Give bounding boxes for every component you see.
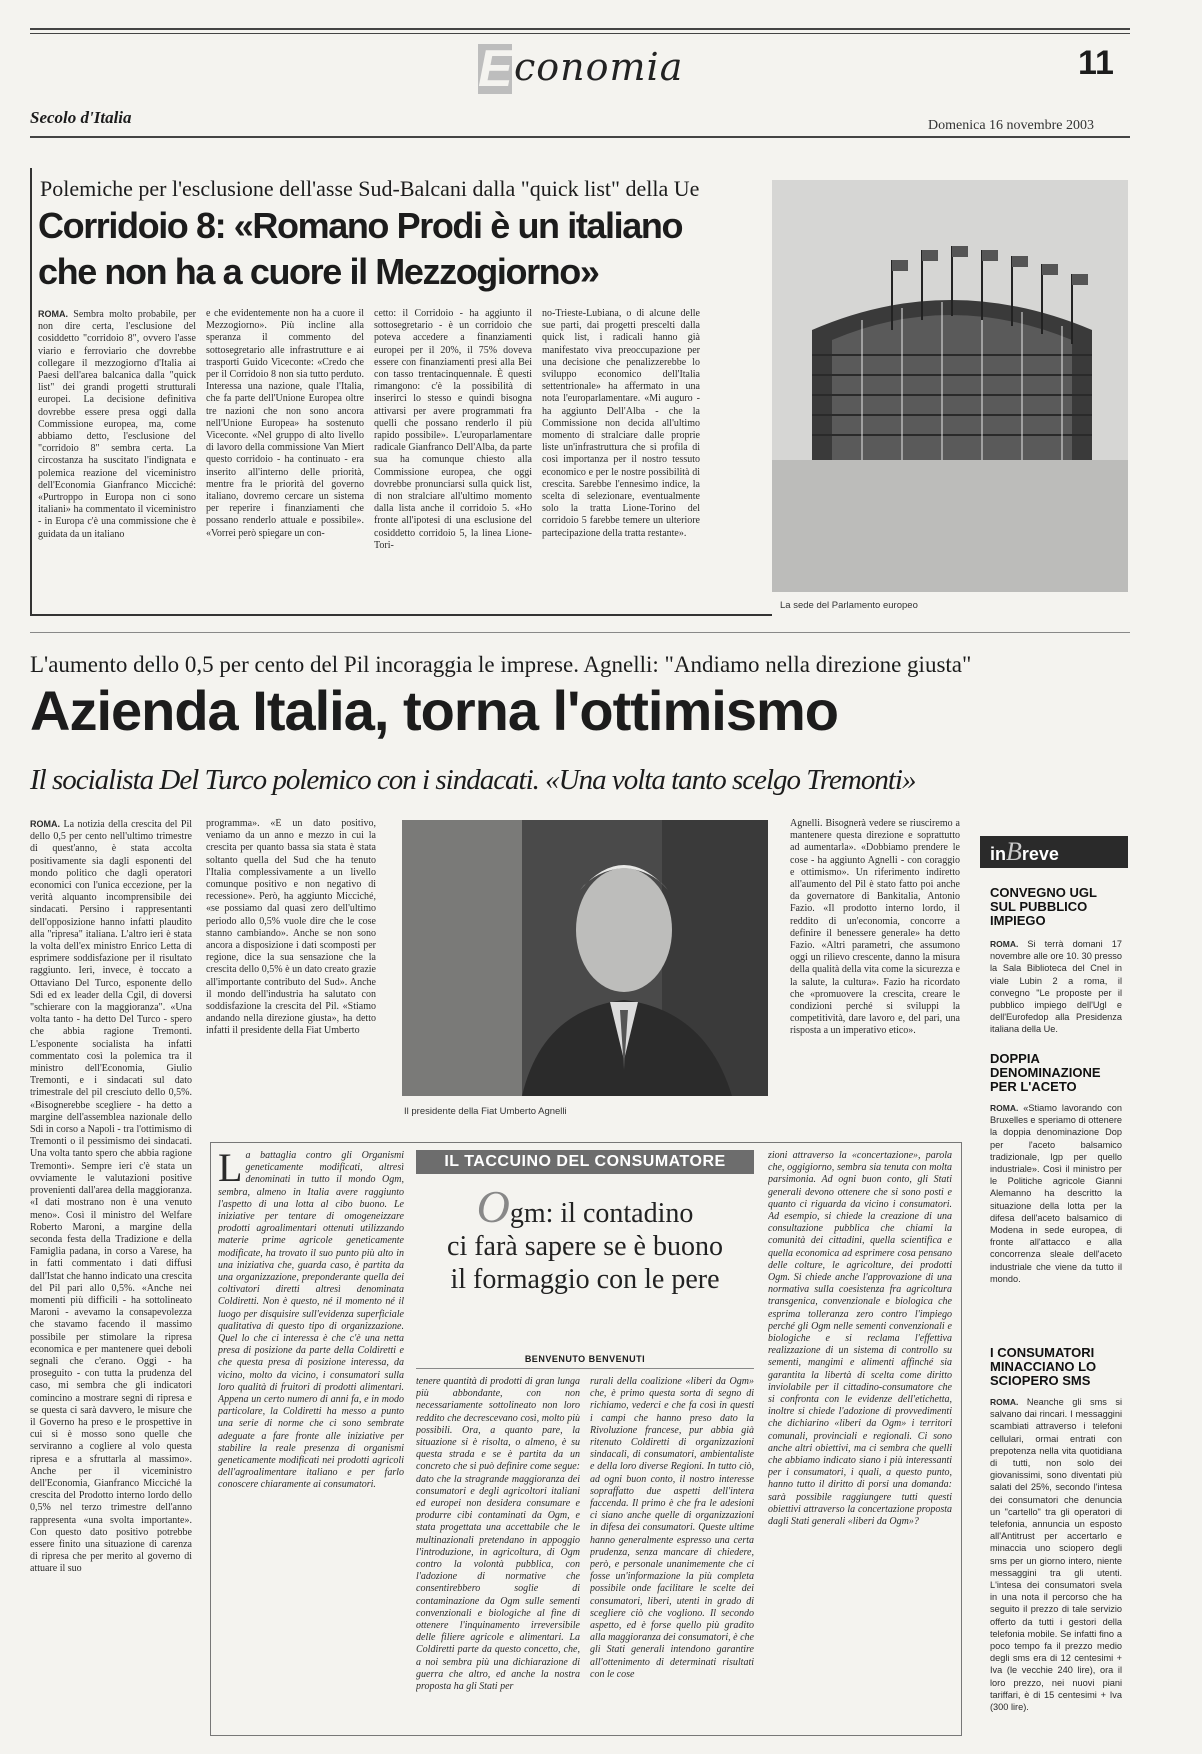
taccuino-col4: zioni attraverso la «concertazione», parola che, oggigiorno, sembra sia tenuta con molta parsimonia. Ad ogni buon conto, gli Stati generali devono ottenere che si sono posti e quanto ci riguarda da vicino i consumatori. Ad esempio, si chiede la creazione di una consultazione pubblica che chiami la comunità dei cittadini, quella scientifica e quella economica ad esprimere cosa pensano delle colture, le agricolture, dei prodotti Ogm. Si chiede anche l'approvazione di una normativa sulla coesistenza fra agricoltura transgenica, convenzionale e biologica che esprima tolleranza zero contro l'impiego perché gli Ogm nelle sementi convenzionali e biologiche e si reclama l'effettiva realizzazione di un sistema di controllo su sementi, mangimi e alimenti affinché sia garantita la libertà di scelta come diritto inviolabile per il cittadino-consumatore che si confronta con le evidenze dell'etichetta, inoltre si chiede l'adozione di provvedimenti che dichiarino «liberi da Ogm» i territori comunali, provinciali e regionali. Ci sono anche altri obiettivi, ma ci sembra che quelli che abbiamo indicato siano i più interessanti per i consumatori, i quali, a questo punto, hanno tutto il diritto di porsi una domanda: sarà possibile raggiungere tutti questi obiettivi attraverso la concertazione proposta dagli Stati generali «liberi da Ogm»? (768, 1150, 952, 1528)
article2-headline: Azienda Italia, torna l'ottimismo (30, 679, 838, 742)
article1-col3: cetto: il Corridoio - ha aggiunto il sottosegretario - è un corridoio che poteva accedere a finanziamenti europei per il 20%, il 75% doveva essere con finanziamenti presi alla Bei con tasso trentacinquennale. È questi rimangono: c'è la possibilità di inserirci lo stesso e quindi bisogna attivarsi per avere programmati fra quelli che possano renderlo il più rapido possibile». L'europarlamentare radicale Gianfranco Dell'Alba, da parte sua ha comunque chiesto alla Commissione europea, che oggi dovrebbe pronunciarsi sulla quick list, di non stralciare all'ultimo momento dalla lista anche il corridoio 5. «Ho fronte all'ipotesi di una esclusione del cosiddetto corridoio 5, la linea Lione-Tori- (374, 308, 532, 551)
section-title (478, 40, 684, 98)
breve-item-text (990, 1396, 1122, 1746)
breve-item-dateline: ROMA. (990, 939, 1019, 949)
taccuino-title-line3: il formaggio con le pere (450, 1264, 720, 1295)
article2-col1-text: La notizia della crescita del Pil dello 0,5 per cento nell'ultimo trimestre di quest'anno, è stata accolta positivamente sia dagli esponenti del mondo politico che dagli operatori economici con l'unica eccezione, per la verità alquanto incomprensibile dei sindacati. Persino i rappresentanti dell'opposizione hanno infatti plaudito alla "ripresa" italiana. L'altro ieri è stata la volta dell'ex ministro Enrico Letta di esprimere soddisfazione per il risultato raggiunto. Ieri, invece, è toccato a Ottaviano Del Turco, esponente dello Sdi ed ex leader della Cgil, di doversi "schierare con la maggioranza". «Una volta tanto - ha detto Del Turco - spero che abbia ragione Tremonti. L'esponente socialista ha infatti commentato così la polemica tra il ministro dell'Economia, Giulio Tremonti, e i sindacati sul dato trimestrale del pil cresciuto dello 0,5%. «Bisognerebbe scegliere - ha detto a margine dell'assemblea nazionale dello Sdi in corso a Napoli - tra l'ottimismo di Tremonti o il pessimismo dei sindacati. Una volta tanto spero che abbia ragione Tremonti». Sempre ieri c'è stata un ovviamente le valutazioni positive provenienti dall'area della maggioranza. «I dati mostrano non è una venuto meno». Così il ministro del Welfare Roberto Maroni, a margine della seconda festa della Tradizione e della Famiglia padana, in corso a Varese, ha in fatti commentato i dati diffusi dall'Istat che hanno indicato una crescita del Pil pari allo 0,5%. «Anche nei momenti più difficili - ha sottolineato Maroni - avevamo la consapevolezza che stavamo facendo il massimo possibile per stimolare la ripresa economica e per mantenere quei deboli segnali che c'erano. Oggi - ha proseguito - con tutta la prudenza del caso, mi sembra che gli indicatori comincino a mostrare segni di ripresa e se questa ci sarà davvero, le misure che il Governo ha preso e le prospettive in cui si è mosso sono quelle che serviranno a cogliere al volo questa ripresa e a sfruttarla al massimo». Anche per il viceministro dell'Economia, Gianfranco Micciché la crescita del Prodotto interno lordo dello 0,5% nel terzo trimestre dell'anno rappresenta «una svolta importante». Con questo dato positivo potrebbe essere finito una situazione di carenza di ripresa che per merito al governo di attuare il suo (30, 819, 192, 1575)
article-corridoio-8 (30, 168, 1130, 618)
article2-col1 (30, 818, 192, 1730)
article1-headline-line2: che non ha a cuore il Mezzogiorno» (38, 251, 599, 292)
article1-headline-line1: Corridoio 8: «Romano Prodi è un italiano (38, 205, 683, 246)
article2-dateline: ROMA. (30, 819, 60, 829)
breve-item (990, 1346, 1122, 1746)
breve-header (980, 836, 1128, 868)
article1-col4: no-Trieste-Lubiana, o di alcune delle sue parti, dai progetti prescelti dalla quick list, i radicali hanno già manifestato viva preoccupazione per una decisione che penalizzerebbe lo sviluppo economico dell'Italia settentrionale» ha affermato in una nota l'europarlamentare. «Mi auguro - ha aggiunto Dell'Alba - che la Commissione non decida all'ultimo momento di stralciare dalle proprie liste un'infrastruttura che si profila di così importanza per il nostro tessuto economico e per le nostre possibilità di crescita. Sarebbe l'ennesimo indice, la scelta di selezionare, eventualmente solo la tratta Lione-Torino del corridoio 5 farebbe temere un ulteriore partecipazione della tratta restante». (542, 308, 700, 539)
article2-col3: Agnelli. Bisognerà vedere se riusciremo a mantenere questa direzione e soprattutto ad aumentarla». «Dobbiamo prendere le cose - ha aggiunto Agnelli - con coraggio e ottimismo». Un riferimento indiretto all'aumento del Pil è stato fatto poi anche da governatore di Bankitalia, Antonio Fazio. «Il prodotto interno lordo, il reddito di un'economia, concorre a definire il benessere generale» ha detto Fazio. «Altri parametri, che assumono oggi un rilievo crescente, danno la misura della qualità della vita come la sicurezza e la salute, la cultura». Fazio ha ricordato che «promuovere la crescita, creare le condizioni perché si sviluppi la competitività, dare lavoro e, del pari, una risposta a un imperativo etico». (790, 818, 960, 1037)
taccuino-col2: tenere quantità di prodotti di gran lunga più abbondante, con non necessariamente sottolineato non loro reddito che decrescevano così, molto più possibili. Ora, a quanto pare, la situazione si è risolta, o almeno, è su questa strada e se è partita da un concreto che si può definire come segue: dato che la stragrande maggioranza dei consumatori e degli agricoltori italiani ed europei non desidera consumare e produrre cibi contaminati da Ogm, e stata progettata una accettabile che le multinazionali pretendano in appoggio l'introduzione, in agricoltura, di Ogm contro la volontà pubblica, con l'adozione di normative che consentirebbero soglie di contaminazione da Ogm sulle sementi convenzionali e biologiche al fine di ottenere l'inquinamento irreversibile delle filiere agricole e alimentari. La Coldiretti parte da questo concetto, che, a noi sembra più una dichiarazione di guerra che altro, ed anche la nostra proposta ha gli Stati per (416, 1376, 580, 1693)
parliament-photo (772, 180, 1128, 592)
taccuino-col3: rurali della coalizione «liberi da Ogm» che, è primo questa sorta di segno di richiamo, vederci e che fa così in questi i campi che hanno preso dato la Rivoluzione francese, pur abbia già ritenuto Coldiretti di organizzazioni sindacali, di consumatori, ambientaliste e della loro diverse Regioni. In tutto ciò, ad ogni buon conto, il nostro interesse sopraffatto due aspetti dell'intera faccenda. Il primo è che fra le adesioni ci siano anche quelle di organizzazioni in difesa dei consumatori. Queste ultime hanno generalmente espresso una certa prudenza, senza mancare di chiedere, però, e personale unanimemente che ci fosse un'informazione la più completa possibile onde facilitare le scelte dei consumatori, liberi, utenti in grado di scegliere ciò che vogliono. Il secondo aspetto, ed è forse quello più gradito alla maggioranza dei consumatori, è che gli Stati generali intendono garantire all'ottenimento di determinati risultati con le cose (590, 1376, 754, 1680)
section-title-rest: conomia (514, 45, 684, 89)
breve-item-body: Si terrà domani 17 novembre alle ore 10. 30 presso la Sala Biblioteca del Cnel in viale Lubin 2 a roma, il convegno "Le proposte per il pubblico impiego dell'Ugl e dell'Eurofedop alla Presidenza italiana della Ue. (990, 939, 1122, 1035)
breve-item-dateline: ROMA. (990, 1103, 1019, 1113)
breve-item-dateline: ROMA. (990, 1397, 1019, 1407)
breve-header-rest: reve (1021, 844, 1059, 864)
agnelli-illustration (402, 820, 768, 1096)
breve-item (990, 1052, 1122, 1352)
agnelli-photo (402, 820, 768, 1096)
agnelli-photo-caption: Il presidente della Fiat Umberto Agnelli (404, 1106, 567, 1117)
taccuino-title-initial: O (476, 1181, 510, 1232)
parliament-illustration (772, 180, 1128, 592)
article2-subheadline: Il socialista Del Turco polemico con i sindacati. «Una volta tanto scelgo Tremonti» (30, 764, 916, 796)
article2-kicker: L'aumento dello 0,5 per cento del Pil incoraggia le imprese. Agnelli: "Andiamo nella direzione giusta" (30, 652, 972, 677)
taccuino-col1 (218, 1150, 404, 1726)
breve-item-text (990, 1102, 1122, 1352)
taccuino-byline: BENVENUTO BENVENUTI (524, 1354, 646, 1364)
top-border (30, 28, 1130, 30)
article2-col2: programma». «È un dato positivo, veniamo da un anno e mezzo in cui la crescita per quanto bassa sia stata è stata soltanto quella del Sud che ha tenuto l'Italia complessivamente a un livello comunque positivo e non negativo di recessione». Però, ha aggiunto Micciché, «se possiamo dal quasi zero dell'ultimo periodo allo 0,5% vuole dire che le cose stanno cambiando». Anche se non sono ancora a disposizione i dati scomposti per regione, dice la sua sensazione che la crescita dello 0,5% è un dato creato grazie all'importante contributo del Sud». Anche il mondo dell'industria ha salutato con soddisfazione la crescita del Pil. «Stiamo andando nella direzione giusta», ha detto infatti il presidente della Fiat Umberto (206, 818, 376, 1037)
page-number: 11 (1078, 44, 1114, 82)
newspaper-logo: Secolo d'Italia (30, 108, 132, 127)
breve-item (990, 886, 1122, 1058)
breve-item-body: Neanche gli sms si salvano dai rincari. I messaggini scambiati attraverso i telefoni cellulari, ormai entrati con prepotenza nella vita quotidiana di tutti, non solo dei giovanissimi, sono diventati più salati del 25%, secondo l'intesa dei consumatori che denuncia un "cartello" tra gli operatori di telefonia, annuncia un esposto all'Antitrust per accertarlo e minaccia uno sciopero degli sms per un giorno intero, niente messaggini tra gli utenti. L'intesa dei consumatori svela in una nota il percorso che ha seguito il prezzo di tale servizio offerto da tutti i gestori della telefonia mobile. Se infatti fino a poco tempo fa il prezzo medio degli sms era di 12 centesimi + Iva (le vecchie 240 lire), ora il loro prezzo, nei nuovi piani tariffari, è di 15 centesimi + Iva (300 lire). (990, 1397, 1122, 1713)
taccuino-banner: IL TACCUINO DEL CONSUMATORE (416, 1150, 754, 1174)
issue-date: Domenica 16 novembre 2003 (928, 118, 1095, 133)
taccuino-byline-rule (416, 1368, 754, 1369)
separator-rule (30, 632, 1130, 633)
taccuino-col1-text: a battaglia contro gli Organismi geneticamente modificati, altresì denominati in tutto il mondo Ogm, sembra, almeno in Italia avere raggiunto l'aspetto di una lotta al cibo buono. Le iniziative per tentare di omogeneizzare prodotti agroalimentari ottenuti utilizzando materie prime agricole geneticamente modificate, ha trovato il suo punto più alto in una iniziativa che, guarda caso, è partita da una organizzazione, preponderante quella dei coltivatori diretti altresì denominata Coldiretti. Non è questo, né il momento né il luogo per disquisire sull'evidenza superficiale qualitativa di questo tipo di organizzazione. Quel lo che ci interessa è che c'è una netta presa di posizione da parte della Coldiretti e che questa presa di posizione interessa, da vicino, molto da vicino, i consumatori sulla loro qualità di fruitori di prodotti alimentari. Appena un certo numero di anni fa, e in modo particolare, la Coldiretti ha messo a punto una serie di norme che ci sono sembrate adeguate a fare fronte alle iniziative per stabilire la reale presenza di organismi geneticamente modificati nei prodotti agricoli dell'agroalimentare italiano e per farlo conoscere chiaramente ai consumatori. (218, 1150, 404, 1491)
breve-item-body: «Stiamo lavorando con Bruxelles e speriamo di ottenere la doppia denominazione Dop per l'aceto balsamico tradizionale, Igp per quello industriale». Così il ministro per le Politiche agricole Gianni Alemanno ha descritto la situazione della lotta per la difesa dell'aceto balsamico di Modena in sede europea, di fronte all'attacco e alla concorrenza sleale dell'aceto industriale che viene da tutto il mondo. (990, 1103, 1122, 1284)
taccuino-title-line1 (416, 1181, 754, 1232)
breve-header-initial: B (1006, 837, 1022, 866)
top-border-thin (30, 33, 1130, 34)
breve-item-text (990, 938, 1122, 1058)
breve-item-title: CONVEGNO UGL SUL PUBBLICO IMPIEGO (990, 885, 1097, 928)
taccuino-title-line1-text: gm: il contadino (509, 1198, 694, 1229)
parliament-photo-caption: La sede del Parlamento europeo (780, 600, 918, 611)
article1-col2: e che evidentemente non ha a cuore il Mezzogiorno». Più incline alla speranza il commento del sottosegretario alle infrastrutture e ai trasporti Guido Viceconte: «Credo che per il Corridoio 8 non sia tutto perduto. Interessa una nazione, quale l'Italia, che fa parte dell'Unione Europea oltre tre nazioni che non sono ancora nell'Unione Europea» ha sostenuto Viceconte. «Nel gruppo di alto livello di lavoro della commissione Van Miert questo corridoio - ha continuato - era inserito all'interno delle priorità, mentre fra le priorità del governo italiano, dovremo cercare un sistema per reperire i finanziamenti che possano renderlo attuale e possibile». «Vorrei però spiegare un con- (206, 308, 364, 539)
taccuino-dropcap: L (218, 1150, 243, 1190)
breve-item-title: DOPPIA DENOMINAZIONE PER L'ACETO (990, 1051, 1101, 1094)
article1-col1-text: Sembra molto probabile, per non dire certa, l'esclusione del cosiddetto "corridoio 8", ovvero l'asse viario e ferroviario che dovrebbe collegare il mezzogiorno d'Italia ai Paesi dell'area balcanica dalla "quick list" dei grandi progetti strutturali europei. La decisione definitiva dovrebbe essere presa oggi dalla Commissione europea, ma, come abbiamo detto, l'esclusione del "corridoio 8" sembra certa. La circostanza ha suscitato l'indignata e polemica reazione del viceministro dell'Economia Gianfranco Micciché: «Purtroppo in Europa non ci sono italiani» ha commentato il viceministro - in Europa c'è una commissione che è guidata da un italiano (38, 309, 196, 540)
breve-item-title: I CONSUMATORI MINACCIANO LO SCIOPERO SMS (990, 1345, 1097, 1388)
masthead-rule (30, 136, 1130, 138)
taccuino-title (416, 1181, 754, 1296)
article1-kicker: Polemiche per l'esclusione dell'asse Sud-Balcani dalla "quick list" della Ue (40, 176, 700, 201)
article1-dateline: ROMA. (38, 309, 68, 319)
article1-col1 (38, 308, 196, 604)
section-initial: E (478, 40, 514, 98)
breve-header-prefix: in (990, 844, 1006, 864)
taccuino-title-line2: ci farà sapere se è buono (447, 1231, 723, 1262)
